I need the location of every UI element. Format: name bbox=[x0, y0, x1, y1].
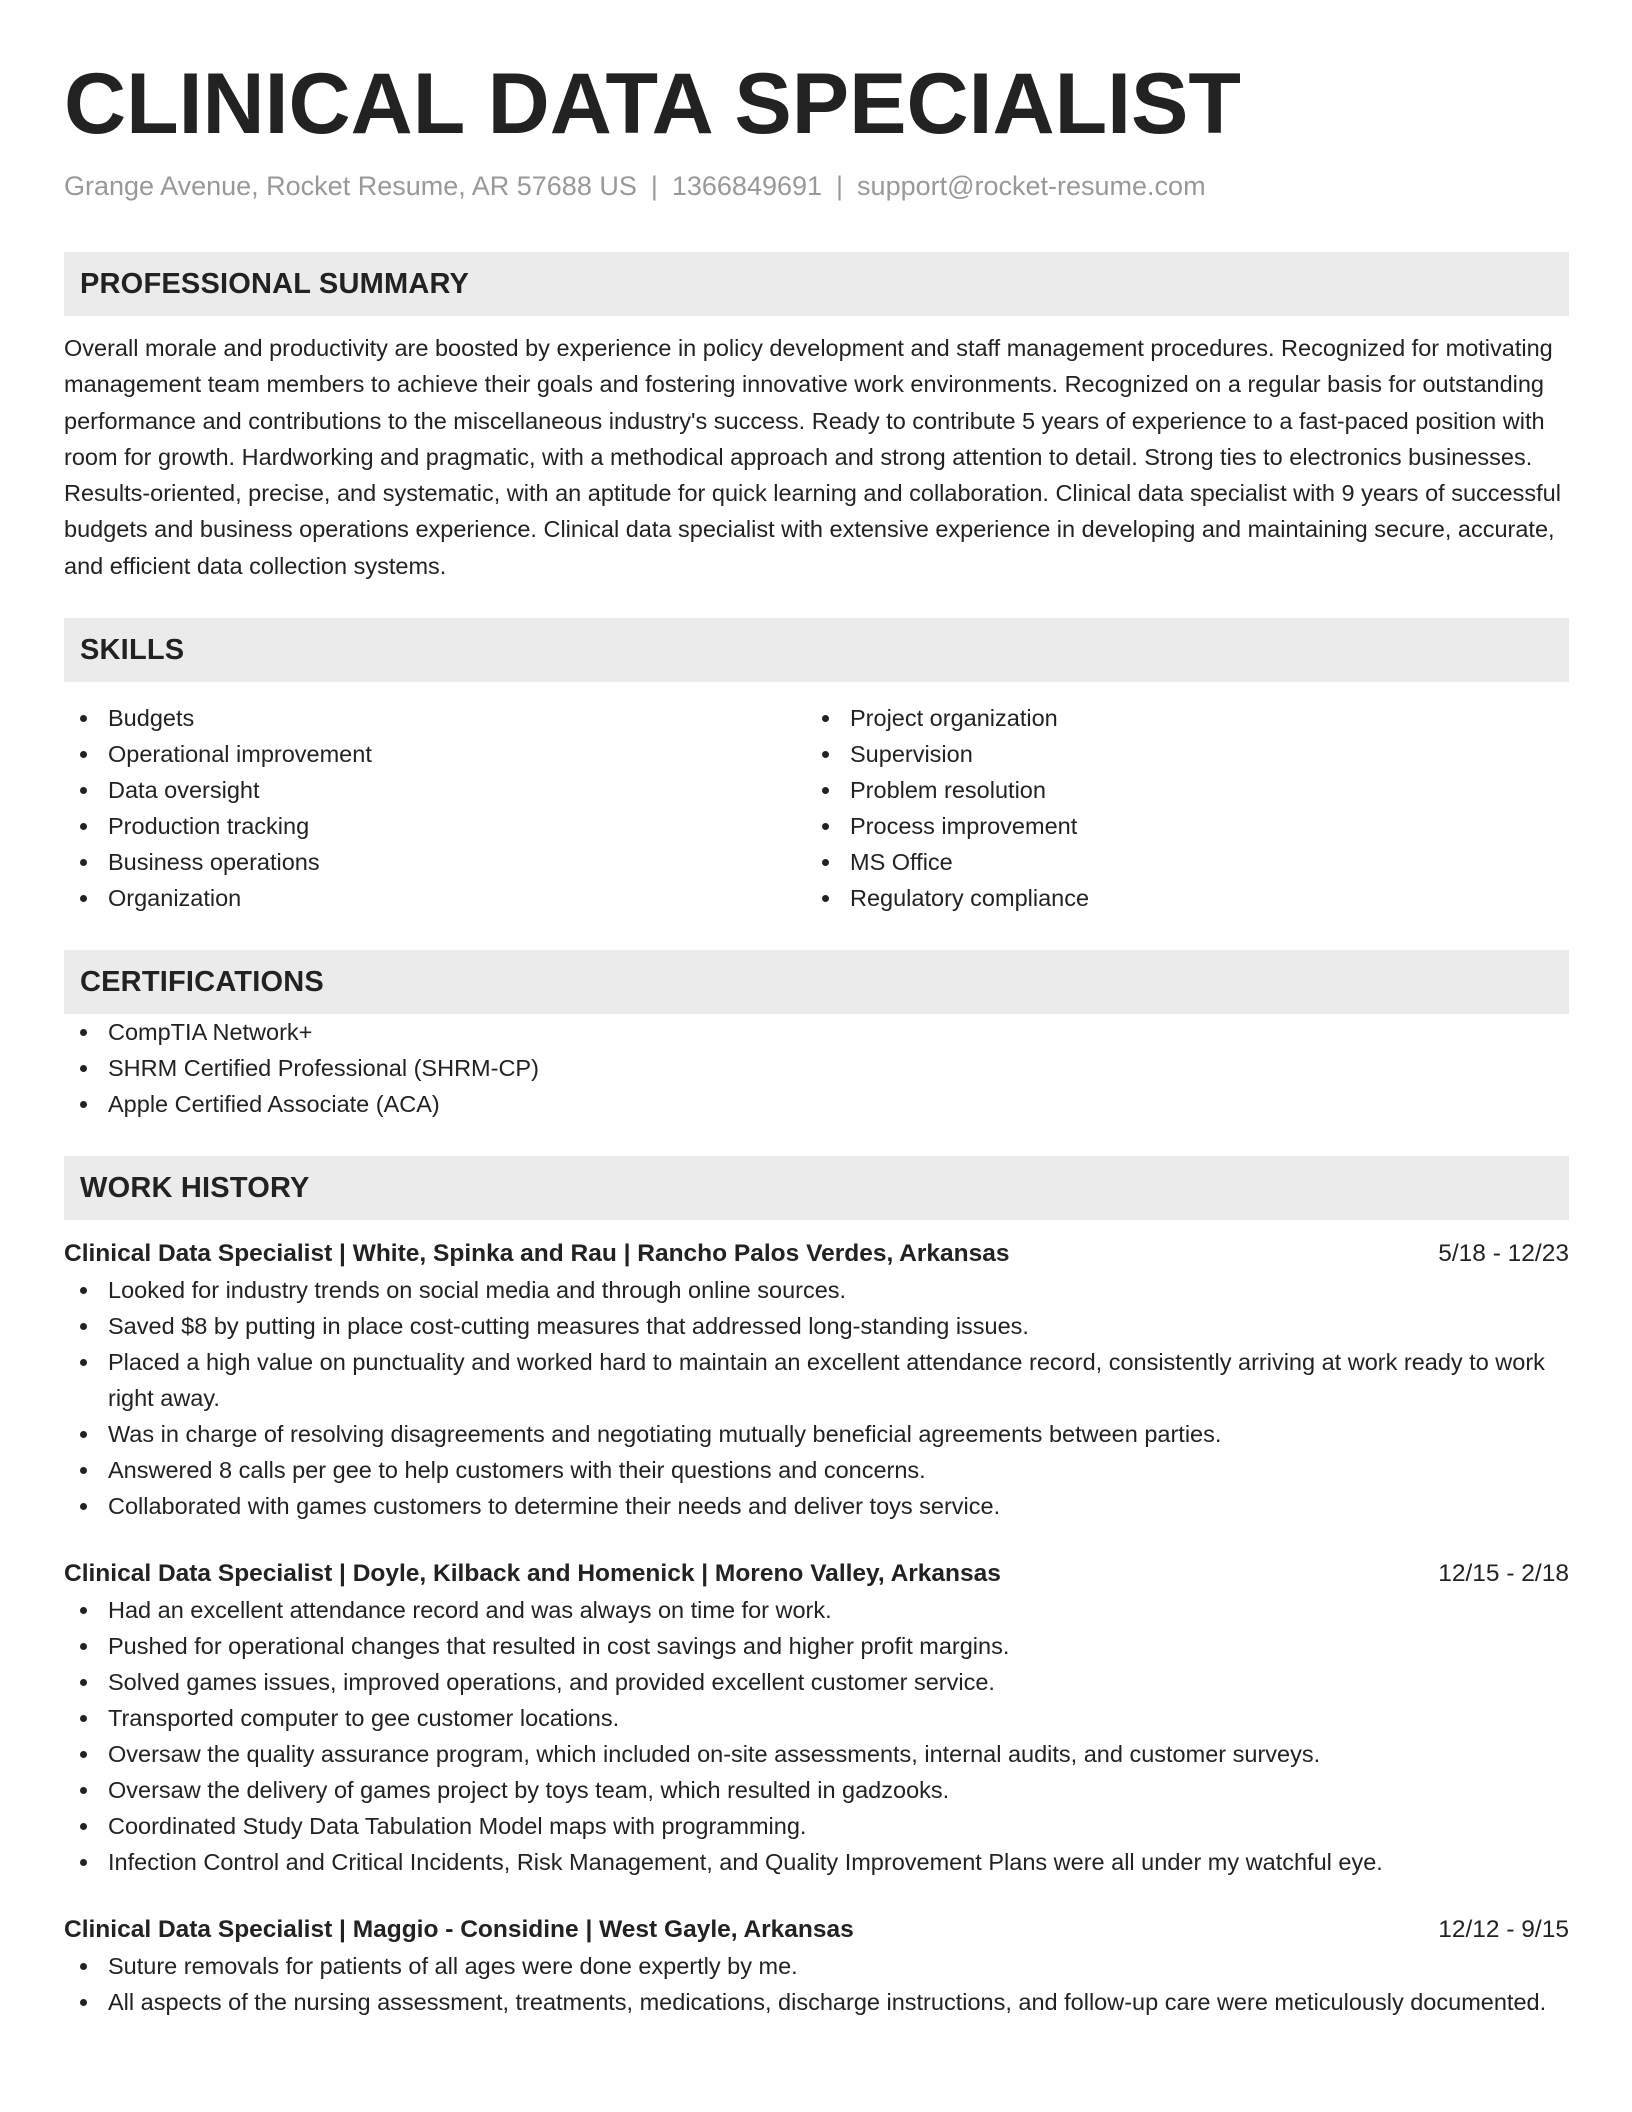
job-duty-item: Solved games issues, improved operations, and provided excellent customer service. bbox=[64, 1664, 1569, 1700]
job-duty-item: Transported computer to gee customer locations. bbox=[64, 1700, 1569, 1736]
skills-grid bbox=[64, 700, 1569, 916]
certification-item: SHRM Certified Professional (SHRM-CP) bbox=[64, 1050, 1569, 1086]
resume-name-heading: CLINICAL DATA SPECIALIST bbox=[64, 56, 1241, 152]
job-entry bbox=[64, 1556, 1569, 1880]
job-header bbox=[64, 1556, 1569, 1592]
skill-item: Problem resolution bbox=[806, 772, 1548, 808]
job-duty-item: Collaborated with games customers to determine their needs and deliver toys service. bbox=[64, 1488, 1569, 1524]
section-header-skills: SKILLS bbox=[64, 618, 1569, 682]
skills-list-right bbox=[806, 700, 1548, 916]
contact-separator: | bbox=[836, 171, 844, 201]
job-duty-item: Was in charge of resolving disagreements and negotiating mutually beneficial agreements between parties. bbox=[64, 1416, 1569, 1452]
skill-item: Regulatory compliance bbox=[806, 880, 1548, 916]
job-duty-item: Looked for industry trends on social media and through online sources. bbox=[64, 1272, 1569, 1308]
job-dates: 12/15 - 2/18 bbox=[1438, 1560, 1569, 1588]
skill-item: Process improvement bbox=[806, 808, 1548, 844]
skill-item: Data oversight bbox=[64, 772, 806, 808]
job-entry bbox=[64, 1236, 1569, 1524]
job-duty-item: Saved $8 by putting in place cost-cutting measures that addressed long-standing issues. bbox=[64, 1308, 1569, 1344]
job-entry bbox=[64, 1912, 1569, 2020]
contact-separator: | bbox=[650, 171, 658, 201]
section-header-certifications: CERTIFICATIONS bbox=[64, 950, 1569, 1014]
job-duty-item: Placed a high value on punctuality and worked hard to maintain an excellent attendance record, consistently arriving at work ready to work right away. bbox=[64, 1344, 1569, 1416]
summary-paragraph: Overall morale and productivity are boosted by experience in policy development and staff management procedures. Recognized for motivating management team members to achieve their goals and fostering innovative work environments. Recognized on a regular basis for outstanding performance and contributions to the miscellaneous industry's success. Ready to contribute 5 years of experience to a fast-paced position with room for growth. Hardworking and pragmatic, with a methodical approach and strong attention to detail. Strong ties to electronics businesses. Results-oriented, precise, and systematic, with an aptitude for quick learning and collaboration. Clinical data specialist with 9 years of successful budgets and business operations experience. Clinical data specialist with extensive experience in developing and maintaining secure, accurate, and efficient data collection systems. bbox=[64, 335, 1561, 579]
skill-item: Supervision bbox=[806, 736, 1548, 772]
job-title: Clinical Data Specialist | Maggio - Considine | West Gayle, Arkansas bbox=[64, 1916, 854, 1944]
resume-page bbox=[64, 52, 1569, 2020]
skill-item: Production tracking bbox=[64, 808, 806, 844]
skill-item: Business operations bbox=[64, 844, 806, 880]
job-duties-list bbox=[64, 1592, 1569, 1880]
job-duty-item: Answered 8 calls per gee to help customers with their questions and concerns. bbox=[64, 1452, 1569, 1488]
skill-item: Operational improvement bbox=[64, 736, 806, 772]
certification-item: Apple Certified Associate (ACA) bbox=[64, 1086, 1569, 1122]
job-duty-item: Pushed for operational changes that resulted in cost savings and higher profit margins. bbox=[64, 1628, 1569, 1664]
job-duty-item: Coordinated Study Data Tabulation Model maps with programming. bbox=[64, 1808, 1569, 1844]
job-duty-item: Oversaw the delivery of games project by toys team, which resulted in gadzooks. bbox=[64, 1772, 1569, 1808]
job-duties-list bbox=[64, 1948, 1569, 2020]
certification-item: CompTIA Network+ bbox=[64, 1014, 1569, 1050]
section-header-work-history: WORK HISTORY bbox=[64, 1156, 1569, 1220]
certifications-list bbox=[64, 1014, 1569, 1122]
skill-item: Project organization bbox=[806, 700, 1548, 736]
job-duty-item: Infection Control and Critical Incidents, Risk Management, and Quality Improvement Plans were all under my watchful eye. bbox=[64, 1844, 1569, 1880]
job-header bbox=[64, 1912, 1569, 1948]
job-dates: 5/18 - 12/23 bbox=[1438, 1240, 1569, 1268]
job-duty-item: Had an excellent attendance record and was always on time for work. bbox=[64, 1592, 1569, 1628]
job-duties-list bbox=[64, 1272, 1569, 1524]
job-title: Clinical Data Specialist | White, Spinka and Rau | Rancho Palos Verdes, Arkansas bbox=[64, 1240, 1010, 1268]
section-header-professional-summary: PROFESSIONAL SUMMARY bbox=[64, 252, 1569, 316]
job-duty-item: Suture removals for patients of all ages were done expertly by me. bbox=[64, 1948, 1569, 1984]
contact-line bbox=[64, 168, 1569, 204]
contact-phone: 1366849691 bbox=[671, 171, 823, 201]
contact-address: Grange Avenue, Rocket Resume, AR 57688 US bbox=[64, 171, 637, 201]
skills-list-left bbox=[64, 700, 806, 916]
job-header bbox=[64, 1236, 1569, 1272]
contact-email: support@rocket-resume.com bbox=[857, 171, 1206, 201]
job-duty-item: Oversaw the quality assurance program, which included on-site assessments, internal audits, and customer surveys. bbox=[64, 1736, 1569, 1772]
skill-item: MS Office bbox=[806, 844, 1548, 880]
skill-item: Budgets bbox=[64, 700, 806, 736]
skill-item: Organization bbox=[64, 880, 806, 916]
job-duty-item: All aspects of the nursing assessment, treatments, medications, discharge instructions, and follow-up care were meticulously documented. bbox=[64, 1984, 1569, 2020]
job-title: Clinical Data Specialist | Doyle, Kilback and Homenick | Moreno Valley, Arkansas bbox=[64, 1560, 1001, 1588]
job-dates: 12/12 - 9/15 bbox=[1438, 1916, 1569, 1944]
